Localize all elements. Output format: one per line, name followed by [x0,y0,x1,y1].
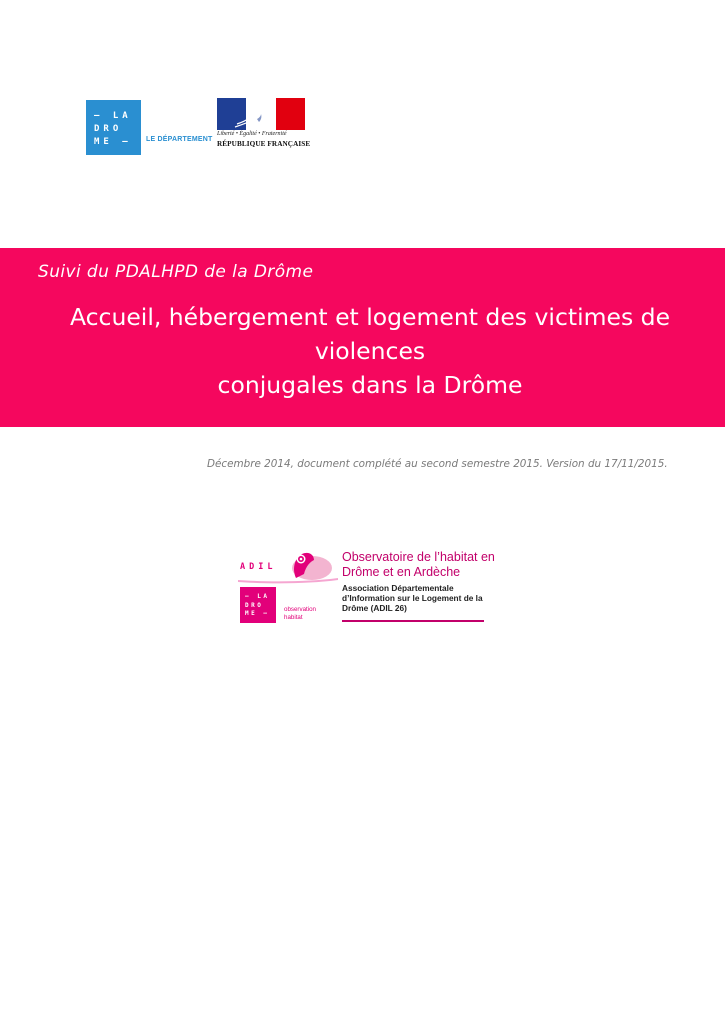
la-drome-logo-line-1: – LA [94,111,132,121]
banner-kicker: Suivi du PDALHPD de la Drôme [38,262,314,282]
observatoire-divider [342,620,484,622]
departement-label: LE DÉPARTEMENT [146,136,213,143]
title-banner [0,248,725,427]
association-line-2: d’Information sur le Logement de la [342,593,483,603]
adil-la-drome-logo [240,587,276,623]
republique-francaise-logo [217,98,311,156]
adil-drome-line-1: – LA [245,593,270,600]
observation-habitat-label [284,606,316,621]
association-description [342,583,483,613]
association-line-3: Drôme (ADIL 26) [342,603,407,613]
republique-name: RÉPUBLIQUE FRANÇAISE [217,140,311,148]
adil-observatoire-logo [238,548,495,628]
la-drome-logo [86,100,141,155]
adil-drome-line-2: DRO [245,601,264,609]
habitat-label: habitat [284,613,303,621]
republique-motto: Liberté • Égalité • Fraternité [217,131,287,137]
association-line-1: Association Départementale [342,583,454,593]
observation-label: observation [284,606,316,613]
header-logos [86,98,326,158]
la-drome-logo-line-3: ME – [94,137,132,147]
document-title-line-1: Accueil, hébergement et logement des victimes de violences [69,303,671,365]
observatoire-title [342,550,495,580]
la-drome-logo-line-2: DRO [94,124,123,134]
version-note: Décembre 2014, document complété au second semestre 2015. Version du 17/11/2015. [207,458,668,470]
adil-drome-line-3: ME – [245,610,270,617]
document-title-line-2: conjugales dans la Drôme [217,371,523,399]
observatoire-title-line-1: Observatoire de l’habitat en [342,550,495,564]
document-title [20,300,720,402]
observatoire-title-line-2: Drôme et en Ardèche [342,565,461,579]
marianne-flag-icon [217,98,305,130]
adil-acronym: ADIL [240,562,277,572]
